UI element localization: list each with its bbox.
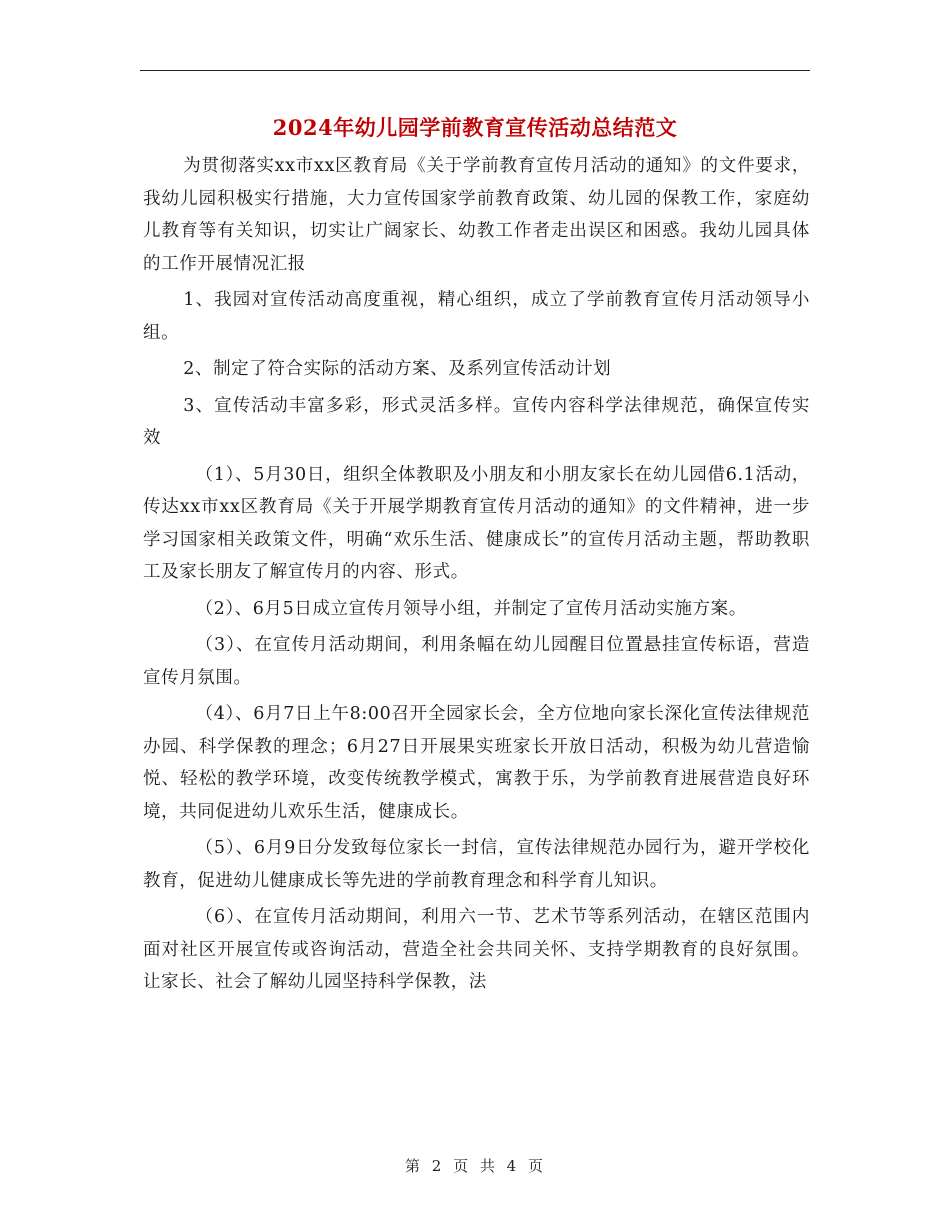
document-title: 2024年幼儿园学前教育宣传活动总结范文 bbox=[272, 115, 678, 140]
sub-item-5-paragraph: （5）、6月9日分发致每位家长一封信，宣传法律规范办园行为，避开学校化教育，促进幼儿健康成长等先进的学前教育理念和科学育儿知识。 bbox=[143, 838, 810, 891]
sub-item-1-paragraph: （1）、5月30日，组织全体教职及小朋友和小朋友家长在幼儿园借6.1活动，传达xx市xx区教育局《关于开展学期教育宣传月活动的通知》的文件精神，进一步学习国家相关政策文件，明确“欢乐生活、健康成长”的宣传月活动主题，帮助教职工及家长朋友了解宣传月的内容、形式。 bbox=[143, 464, 810, 582]
document-body bbox=[143, 150, 810, 1003]
point-1-paragraph: 1、我园对宣传活动高度重视，精心组织，成立了学前教育宣传月活动领导小组。 bbox=[143, 290, 810, 343]
sub-item-3-paragraph: （3）、在宣传月活动期间，利用条幅在幼儿园醒目位置悬挂宣传标语，营造宣传月氛围。 bbox=[143, 635, 810, 688]
intro-paragraph: 为贯彻落实xx市xx区教育局《关于学前教育宣传月活动的通知》的文件要求，我幼儿园积极实行措施，大力宣传国家学前教育政策、幼儿园的保教工作，家庭幼儿教育等有关知识，切实让广阔家长、幼教工作者走出误区和困惑。我幼儿园具体的工作开展情况汇报 bbox=[143, 156, 810, 274]
point-3-paragraph: 3、宣传活动丰富多彩，形式灵活多样。宣传内容科学法律规范，确保宣传实效 bbox=[143, 395, 810, 448]
sub-item-4-paragraph: （4）、6月7日上午8:00召开全园家长会，全方位地向家长深化宣传法律规范办园、科学保教的理念；6月27日开展果实班家长开放日活动，积极为幼儿营造愉悦、轻松的教学环境，改变传统教学模式，寓教于乐，为学前教育进展营造良好环境，共同促进幼儿欢乐生活，健康成长。 bbox=[143, 704, 810, 822]
page-number-footer: 第 2 页 共 4 页 bbox=[405, 1157, 545, 1175]
header-rule bbox=[140, 70, 810, 71]
sub-item-6-paragraph: （6）、在宣传月活动期间，利用六一节、艺术节等系列活动，在辖区范围内面对社区开展宣传或咨询活动，营造全社会共同关怀、支持学期教育的良好氛围。让家长、社会了解幼儿园坚持科学保教，法 bbox=[143, 907, 810, 992]
point-2-paragraph: 2、制定了符合实际的活动方案、及系列宣传活动计划 bbox=[183, 359, 612, 379]
sub-item-2-paragraph: （2）、6月5日成立宣传月领导小组，并制定了宣传月活动实施方案。 bbox=[195, 598, 747, 619]
